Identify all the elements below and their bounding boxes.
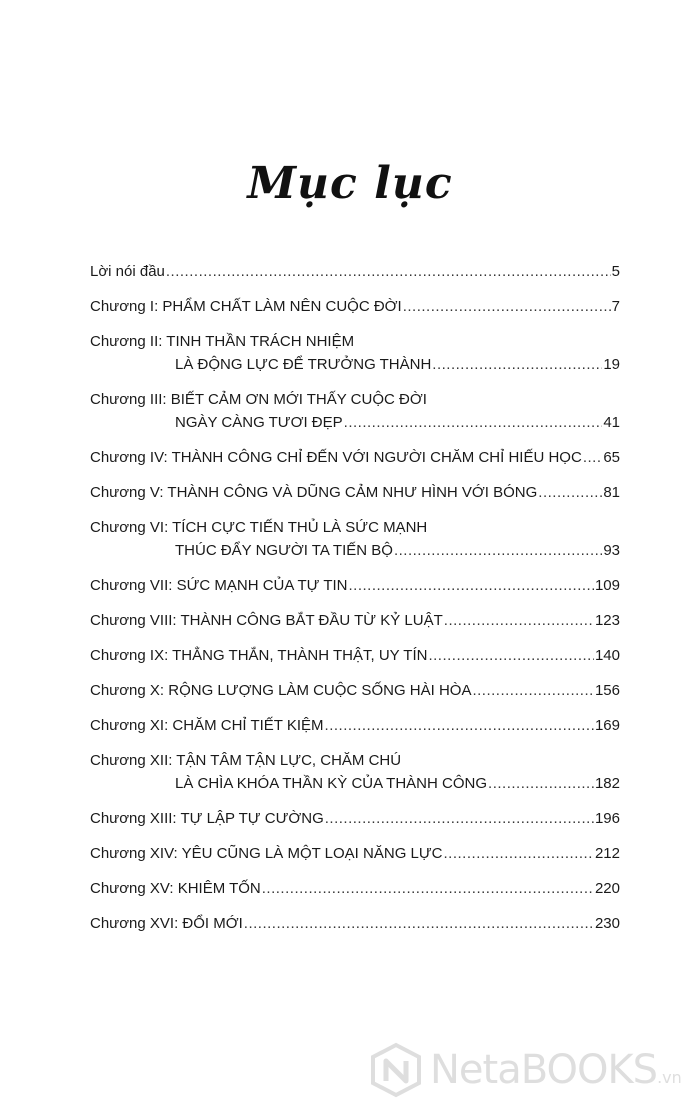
- toc-line: [90, 391, 620, 414]
- toc-entry-title: NGÀY CÀNG TƯƠI ĐẸP: [175, 414, 343, 431]
- toc-line: [90, 810, 620, 835]
- dot-leader: [349, 577, 594, 594]
- dot-leader: [444, 612, 594, 629]
- toc-page-number: 65: [603, 449, 620, 466]
- toc-line: [90, 333, 620, 356]
- toc-line: [90, 752, 620, 775]
- toc-entry-title: Chương X: RỘNG LƯỢNG LÀM CUỘC SỐNG HÀI HÒA: [90, 682, 472, 699]
- dot-leader: [166, 263, 611, 280]
- toc-entry: [90, 263, 620, 288]
- watermark-brand: NetaBOOKS: [430, 1047, 658, 1093]
- toc-entry-title: Chương V: THÀNH CÔNG VÀ DŨNG CẢM NHƯ HÌNH VỚI BÓNG: [90, 484, 538, 501]
- dot-leader: [344, 414, 603, 431]
- toc-entry-title: THÚC ĐẨY NGƯỜI TA TIẾN BỘ: [175, 542, 393, 559]
- dot-leader: [432, 356, 602, 373]
- toc-page-number: 182: [594, 775, 620, 792]
- toc-line: [90, 449, 620, 474]
- toc-entry-title: Chương XIV: YÊU CŨNG LÀ MỘT LOẠI NĂNG LỰC: [90, 845, 443, 862]
- toc-entry: [90, 682, 620, 707]
- toc-line: [90, 647, 620, 672]
- toc-line: [90, 717, 620, 742]
- toc-entry: [90, 333, 620, 381]
- dot-leader: [583, 449, 603, 466]
- toc-page-number: 230: [594, 915, 620, 932]
- toc-line: [90, 845, 620, 870]
- toc-entry-title: Lời nói đầu: [90, 263, 165, 280]
- toc-entry-title: Chương VI: TÍCH CỰC TIẾN THỦ LÀ SỨC MẠNH: [90, 519, 428, 536]
- toc-line: [90, 414, 620, 439]
- toc-line: [90, 682, 620, 707]
- toc-entry: [90, 752, 620, 800]
- dot-leader: [488, 775, 594, 792]
- dot-leader: [325, 717, 594, 734]
- toc-line: [90, 263, 620, 288]
- toc-entry-title: Chương III: BIẾT CẢM ƠN MỚI THẤY CUỘC ĐỜI: [90, 391, 427, 408]
- toc-entry-title: LÀ ĐỘNG LỰC ĐỂ TRƯỞNG THÀNH: [175, 356, 432, 373]
- toc-entry-title: Chương IV: THÀNH CÔNG CHỈ ĐẾN VỚI NGƯỜI CHĂM CHỈ HIẾU HỌC: [90, 449, 582, 466]
- toc-page-number: 156: [594, 682, 620, 699]
- toc-line: [90, 915, 620, 940]
- watermark-suffix: .vn: [657, 1068, 682, 1087]
- toc-entry: [90, 845, 620, 870]
- toc-line: [90, 542, 620, 567]
- toc-line: [90, 298, 620, 323]
- toc-page-number: 7: [611, 298, 620, 315]
- toc-line: [90, 484, 620, 509]
- toc-entry-title: Chương XII: TẬN TÂM TẬN LỰC, CHĂM CHÚ: [90, 752, 402, 769]
- toc-page-number: 93: [603, 542, 620, 559]
- toc-line: [90, 612, 620, 637]
- toc-entry-title: LÀ CHÌA KHÓA THẦN KỲ CỦA THÀNH CÔNG: [175, 775, 488, 792]
- dot-leader: [444, 845, 594, 862]
- dot-leader: [538, 484, 602, 501]
- toc-entry-title: Chương I: PHẨM CHẤT LÀM NÊN CUỘC ĐỜI: [90, 298, 402, 315]
- dot-leader: [403, 298, 611, 315]
- watermark: [368, 1040, 693, 1100]
- toc-page-number: 5: [611, 263, 620, 280]
- toc-line: [90, 356, 620, 381]
- toc-entry: [90, 612, 620, 637]
- toc-entry-title: Chương XIII: TỰ LẬP TỰ CƯỜNG: [90, 810, 324, 827]
- toc-entry: [90, 298, 620, 323]
- toc-entry-title: Chương XV: KHIÊM TỐN: [90, 880, 261, 897]
- toc-page-number: 109: [594, 577, 620, 594]
- toc-entry: [90, 484, 620, 509]
- toc-page-number: 169: [594, 717, 620, 734]
- toc-entry: [90, 880, 620, 905]
- dot-leader: [394, 542, 602, 559]
- toc-line: [90, 519, 620, 542]
- toc-line: [90, 577, 620, 602]
- toc-entry: [90, 519, 620, 567]
- toc-entry: [90, 577, 620, 602]
- dot-leader: [262, 880, 594, 897]
- toc-entry-title: Chương II: TINH THẦN TRÁCH NHIỆM: [90, 333, 355, 350]
- toc-entry-title: Chương VIII: THÀNH CÔNG BẮT ĐẦU TỪ KỶ LUẬT: [90, 612, 443, 629]
- toc-page-number: 81: [603, 484, 620, 501]
- n-logo-icon: [368, 1042, 424, 1098]
- toc-page-number: 19: [603, 356, 620, 373]
- toc-page-number: 196: [594, 810, 620, 827]
- dot-leader: [428, 647, 594, 664]
- toc-entry: [90, 810, 620, 835]
- toc-line: [90, 775, 620, 800]
- toc-entry-title: Chương VII: SỨC MẠNH CỦA TỰ TIN: [90, 577, 348, 594]
- toc-page-number: 140: [594, 647, 620, 664]
- page-title: Mục lục: [247, 158, 453, 209]
- toc-entry: [90, 647, 620, 672]
- toc-page-number: 123: [594, 612, 620, 629]
- dot-leader: [325, 810, 594, 827]
- toc-entry-title: Chương XI: CHĂM CHỈ TIẾT KIỆM: [90, 717, 324, 734]
- toc-entry-title: Chương XVI: ĐỔI MỚI: [90, 915, 243, 932]
- toc-entry: [90, 915, 620, 940]
- toc-entry: [90, 391, 620, 439]
- toc-entry: [90, 449, 620, 474]
- toc-page-number: 212: [594, 845, 620, 862]
- watermark-text: [430, 1047, 682, 1093]
- toc-page-number: 220: [594, 880, 620, 897]
- dot-leader: [244, 915, 594, 932]
- dot-leader: [472, 682, 594, 699]
- table-of-contents: [90, 263, 620, 950]
- toc-entry-title: Chương IX: THẲNG THẮN, THÀNH THẬT, UY TÍN: [90, 647, 428, 664]
- toc-entry: [90, 717, 620, 742]
- toc-line: [90, 880, 620, 905]
- toc-page-number: 41: [603, 414, 620, 431]
